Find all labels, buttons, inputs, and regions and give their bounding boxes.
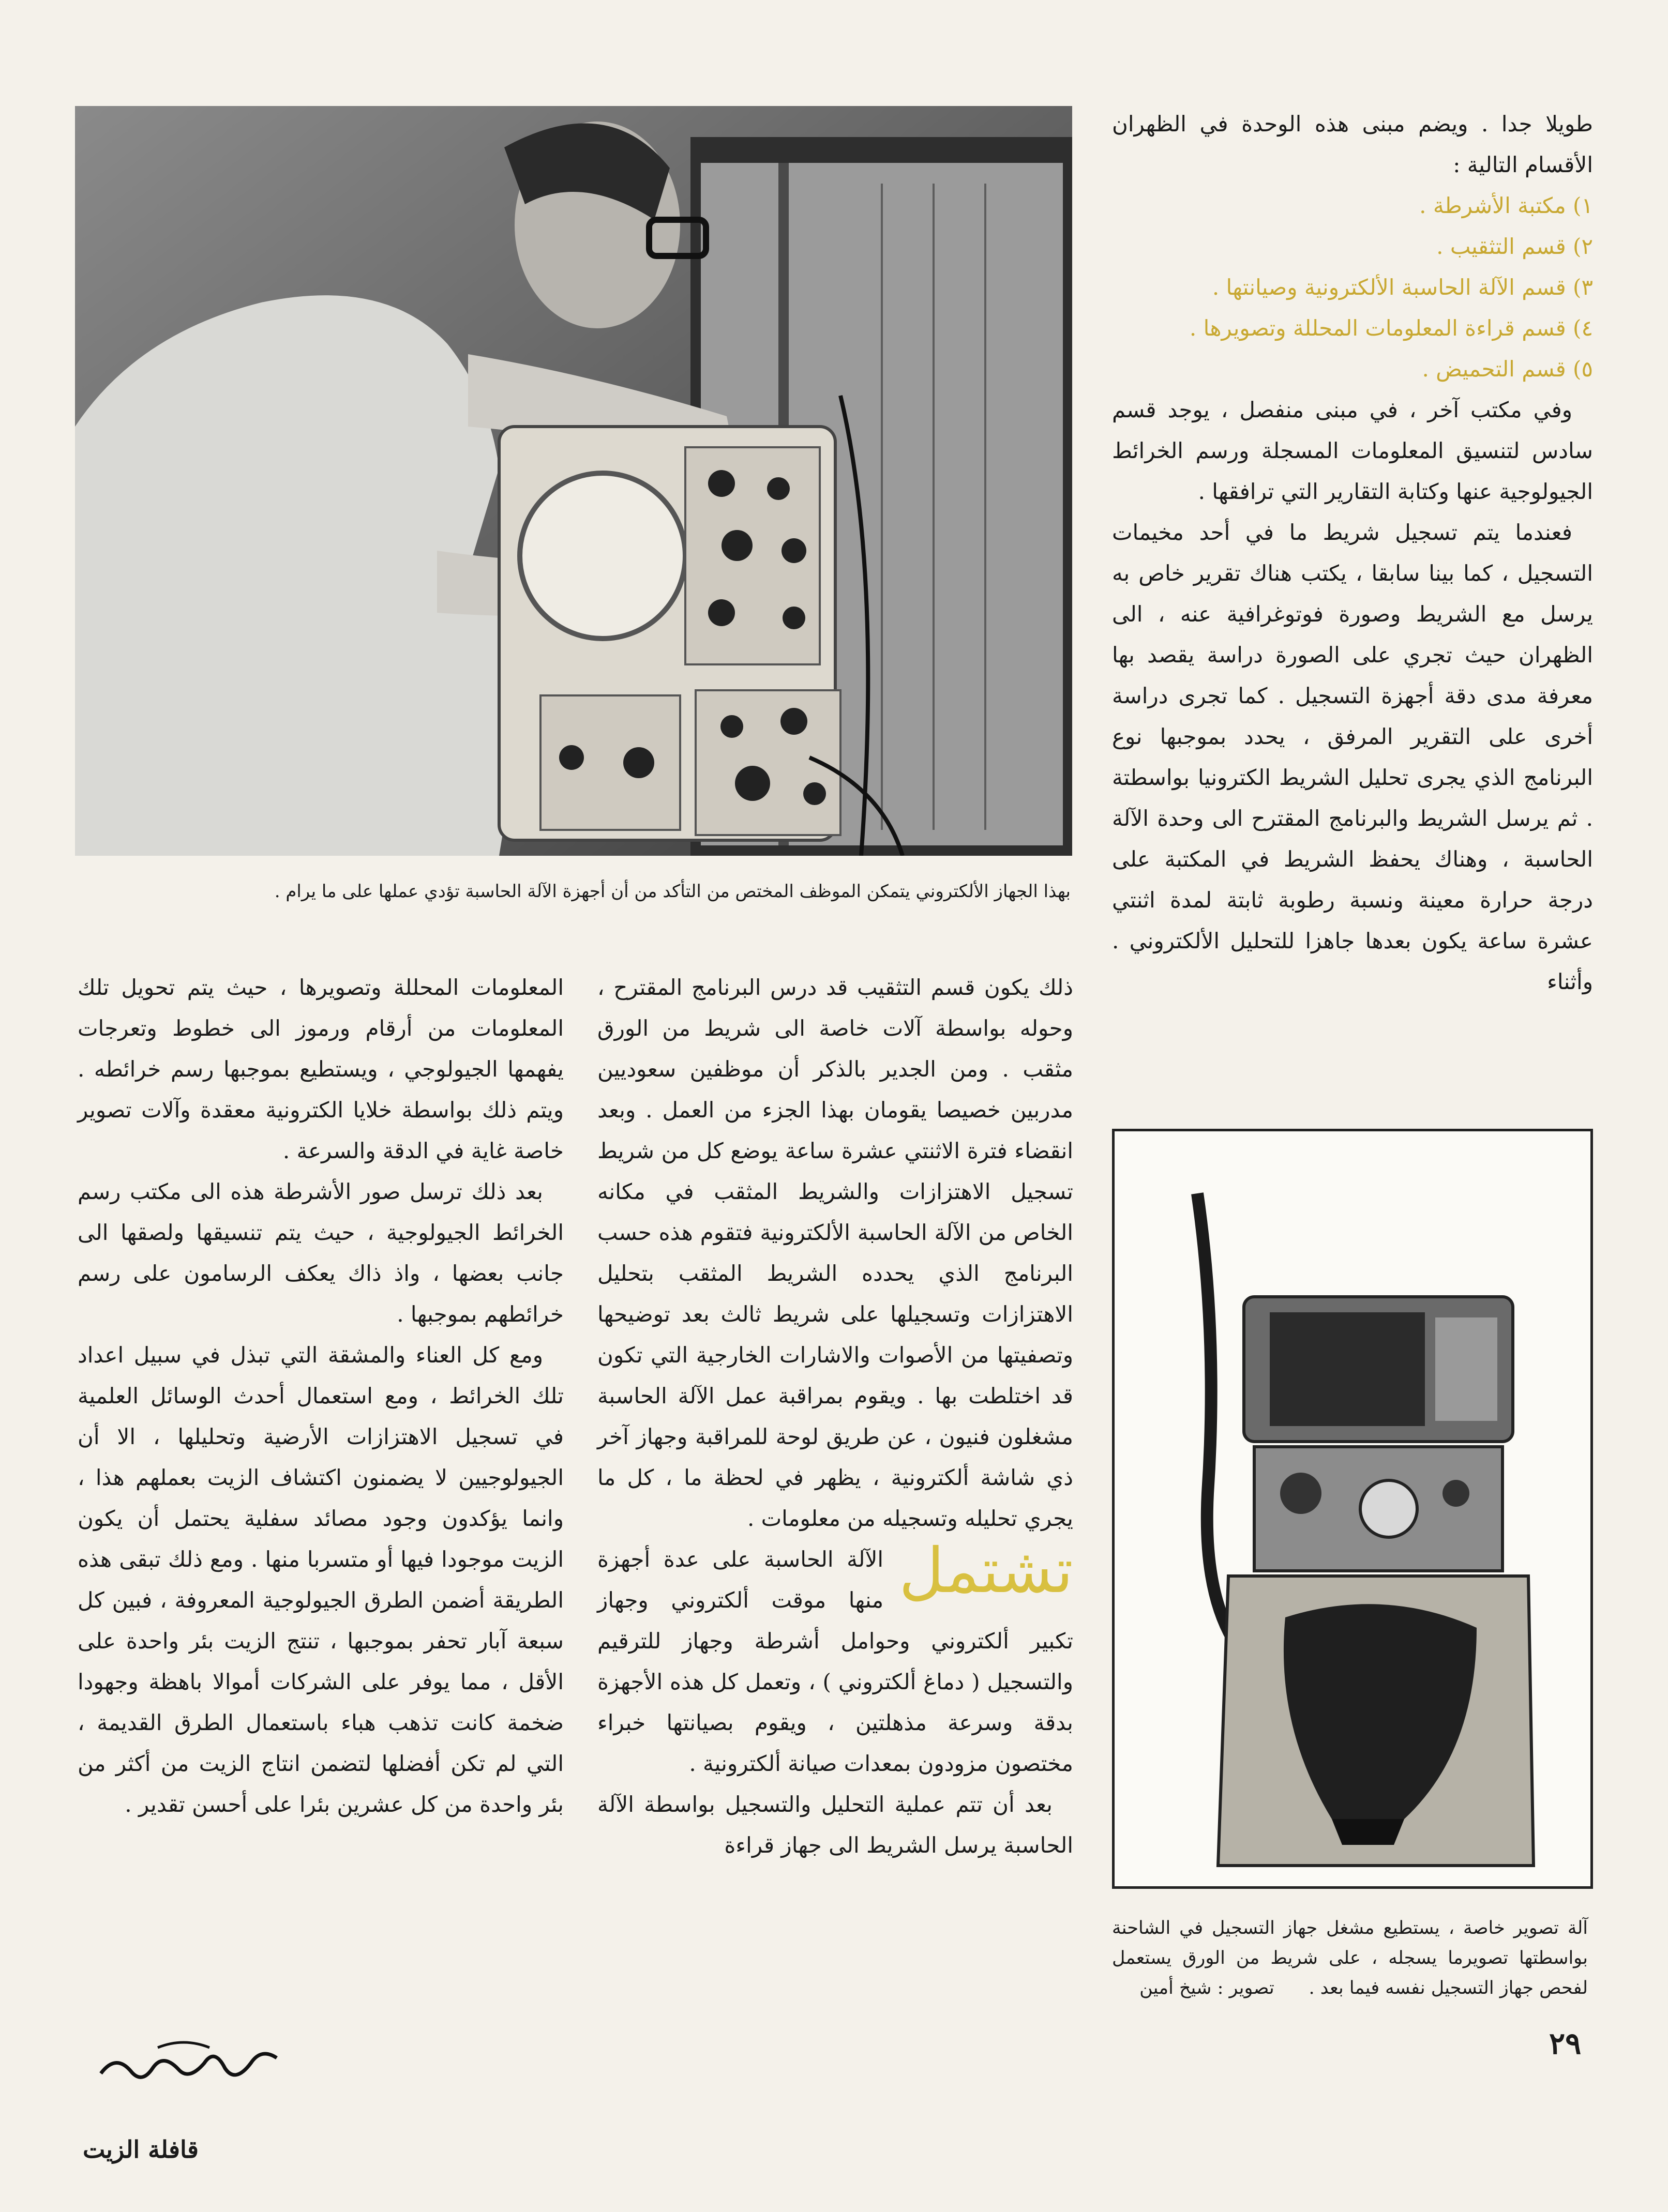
department-item: ٣) قسم الآلة الحاسبة الألكترونية وصيانتها . [1212, 275, 1593, 300]
right-column-paragraph: فعندما يتم تسجيل شريط ما في أحد مخيمات التسجيل ، كما بينا سابقا ، يكتب هناك تقرير خاص به يرسل مع الشريط وصورة فوتوغرافية عنه ، الى الظهران حيث تجري على الصورة دراسة يقصد بها معرفة مدى دقة أجهزة التسجيل . كما تجرى دراسة أخرى على التقرير المرفق ، يحدد بموجبها نوع البرنامج الذي يجرى تحليل الشريط الكترونيا بواسطتة . ثم يرسل الشريط والبرنامج المقترح الى وحدة الآلة الحاسبة ، وهناك يحفظ الشريط في المكتبة على درجة حرارة معينة ونسبة رطوبة ثابتة لمدة اثنتي عشرة ساعة يكون بعدها جاهزا للتحليل الألكتروني . وأثناء [1112, 520, 1593, 994]
department-item: ٢) قسم التثقيب . [1436, 234, 1593, 259]
author-signature [96, 2032, 282, 2094]
left-column-paragraph: بعد ذلك ترسل صور الأشرطة هذه الى مكتب رسم الخرائط الجيولوجية ، حيث يتم تنسيقها ولصقها الى جانب بعضها ، واذ ذاك يعكف الرسامون على رسم خرائطهم بموجبها . [78, 1179, 564, 1327]
magazine-footer: قافلة الزيت [83, 2135, 199, 2163]
left-column-paragraph: المعلومات المحللة وتصويرها ، حيث يتم تحويل تلك المعلومات من أرقام ورموز الى خطوط وتعرجات يفهمها الجيولوجي ، ويستطيع بموجبها رسم خرائطه . ويتم ذلك بواسطة خلايا الكترونية معقدة وآلات تصوير خاصة غاية في الدقة والسرعة . [78, 975, 564, 1163]
left-column-paragraph: ومع كل العناء والمشقة التي تبذل في سبيل اعداد تلك الخرائط ، ومع استعمال أحدث الوسائل العلمية في تسجيل الاهتزازات الأرضية وتحليلها ، الا أن الجيولوجيين لا يضمنون اكتشاف الزيت بعملهم هذا ، وانما يؤكدون وجود مصائد سفلية يحتمل أن يكون الزيت موجودا فيها أو متسربا منها . ومع ذلك تبقى هذه الطريقة أضمن الطرق الجيولوجية المعروفة ، فبين كل سبعة آبار تحفر بموجبها ، تنتج الزيت بئر واحدة على الأقل ، مما يوفر على الشركات أموالا باهظة وجهودا ضخمة كانت تذهب هباء باستعمال الطرق القديمة ، التي لم تكن أفضلها لتضمن انتاج الزيت من أكثر من بئر واحدة من كل عشرين بئرا على أحسن تقدير . [78, 1342, 564, 1817]
right-column [1112, 103, 1593, 1002]
middle-column-paragraph [597, 1535, 1073, 1784]
drop-cap-word: تشتمل [899, 1535, 1073, 1607]
departments-list [1112, 185, 1593, 389]
right-photo-frame [1112, 1129, 1593, 1889]
left-column [78, 967, 564, 1825]
right-column-paragraph: وفي مكتب آخر ، في مبنى منفصل ، يوجد قسم سادس لتنسيق المعلومات المسجلة ورسم الخرائط الجيولوجية عنها وكتابة التقارير التي ترافقها . [1112, 397, 1593, 504]
middle-column-paragraph: ذلك يكون قسم التثقيب قد درس البرنامج المقترح ، وحوله بواسطة آلات خاصة الى شريط من الورق مثقب . ومن الجدير بالذكر أن موظفين سعوديين مدربين خصيصا يقومان بهذا الجزء من العمل . وبعد انقضاء فترة الاثنتي عشرة ساعة يوضع كل من شريط تسجيل الاهتزازات والشريط المثقب في مكانه الخاص من الآلة الحاسبة الألكترونية فتقوم هذه حسب البرنامج الذي يحدده الشريط المثقب بتحليل الاهتزازات وتسجيلها على شريط ثالث بعد توضيحها وتصفيتها من الأصوات والاشارات الخارجية التي تكون قد اختلطت بها . ويقوم بمراقبة عمل الآلة الحاسبة مشغلون فنيون ، عن طريق لوحة للمراقبة وجهاز آخر ذي شاشة ألكترونية ، يظهر في لحظة ما ، كل ما يجري تحليله وتسجيله من معلومات . [597, 975, 1073, 1531]
right-photo-caption-text: آلة تصوير خاصة ، يستطيع مشغل جهاز التسجيل في الشاحنة بواسطتها تصويرما يسجله ، على شريط من الورق يستعمل لفحص جهاز التسجيل نفسه فيما بعد . [1112, 1918, 1588, 1998]
top-photo-technician [75, 106, 1072, 856]
middle-column [597, 967, 1073, 1866]
camera-device-image [1115, 1131, 1590, 1886]
page-number: ٢٩ [1549, 2026, 1582, 2061]
middle-column-paragraph-text: الآلة الحاسبة على عدة أجهزة منها موقت ألكتروني وجهاز تكبير ألكتروني وحوامل أشرطة وجهاز للترقيم والتسجيل ( دماغ ألكتروني ) ، وتعمل كل هذه الأجهزة بدقة وسرعة مذهلتين ، ويقوم بصيانتها خبراء مختصون مزودون بمعدات صيانة ألكترونية . [597, 1547, 1073, 1776]
department-item: ٥) قسم التحميض . [1422, 356, 1593, 382]
top-photo-caption: بهذا الجهاز الألكتروني يتمكن الموظف المختص من التأكد من أن أجهزة الآلة الحاسبة تؤدي عملها على ما يرام . [274, 881, 1071, 902]
photo-credit: تصوير : شيخ أمين [1139, 1978, 1274, 1998]
middle-column-paragraph: بعد أن تتم عملية التحليل والتسجيل بواسطة الآلة الحاسبة يرسل الشريط الى جهاز قراءة [597, 1792, 1073, 1858]
technician-oscilloscope-image [75, 106, 1072, 856]
department-item: ٤) قسم قراءة المعلومات المحللة وتصويرها . [1189, 315, 1593, 341]
right-column-intro: طويلا جدا . ويضم مبنى هذه الوحدة في الظهران الأقسام التالية : [1112, 111, 1593, 177]
department-item: ١) مكتبة الأشرطة . [1419, 193, 1593, 218]
right-photo-caption [1112, 1913, 1588, 2003]
